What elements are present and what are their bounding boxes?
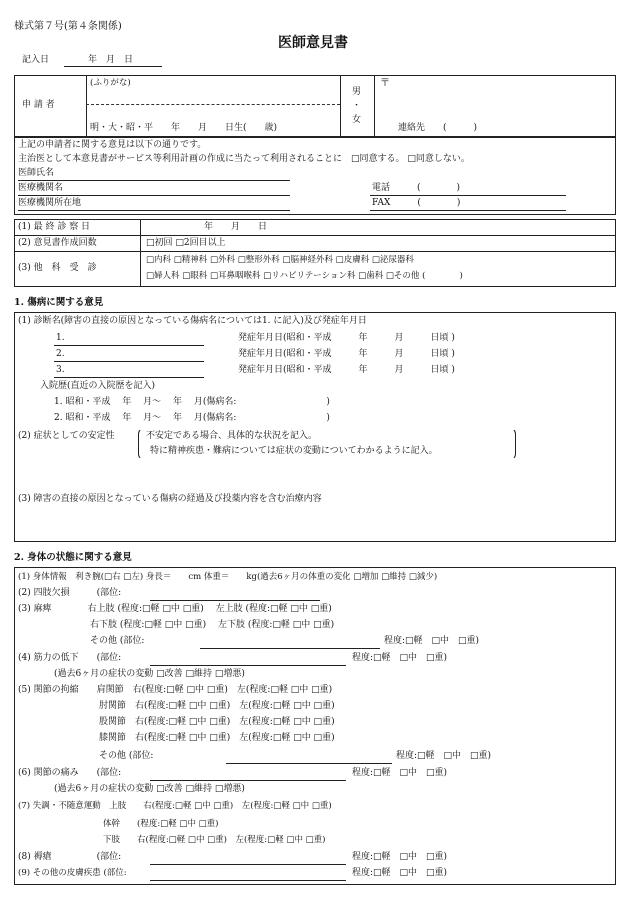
last-exam-label: (1) 最 終 診 察 日: [18, 222, 91, 232]
other-dept-options-2[interactable]: □婦人科 □眼科 □耳鼻咽喉科 □リハビリテーション科 □歯科 □その他 ( ): [146, 271, 463, 281]
entry-date-underline: [64, 66, 162, 67]
admission-label: 入院歴(直近の入院歴を記入): [40, 381, 156, 391]
page-title: 医師意見書: [278, 35, 348, 51]
ataxia-lower[interactable]: 下肢 右(程度:□軽 □中 □重) 左(程度:□軽 □中 □重): [18, 835, 326, 845]
consent-line-2[interactable]: 主治医として本意見書がサービス等利用計画の作成に当たって利用されることに □同意する。 □同意しない。: [18, 154, 470, 164]
paralysis-lower[interactable]: 右下肢 (程度:□軽 □中 □重) 左下肢 (程度:□軽 □中 □重): [18, 620, 335, 630]
tel-label[interactable]: 電話 ( ): [372, 183, 461, 193]
pressure-ulcer[interactable]: (8) 褥瘡 (部位:: [18, 852, 122, 862]
contracture-shoulder[interactable]: (5) 関節の拘縮 肩関節 右(程度:□軽 □中 □重) 左(程度:□軽 □中 □重): [18, 685, 333, 695]
birthdate-line[interactable]: 明・大・昭・平 年 月 日生( 歳): [90, 123, 278, 133]
diagnosis-2-num: 2.: [56, 349, 65, 359]
muscle-weakness[interactable]: (4) 筋力の低下 (部位:: [18, 653, 122, 663]
report-count-options[interactable]: □初回 □2回目以上: [146, 238, 226, 248]
fax-label[interactable]: FAX ( ): [372, 198, 461, 208]
diagnosis-3-num: 3.: [56, 365, 65, 375]
diagnosis-1-num: 1.: [56, 333, 65, 343]
applicant-label: 申 請 者: [22, 100, 55, 110]
other-dept-options-1[interactable]: □内科 □精神科 □外科 □整形外科 □脳神経外科 □皮膚科 □泌尿器科: [146, 255, 414, 265]
furigana-label: (ふりがな): [90, 78, 131, 88]
form-number: 様式第７号(第４条関係): [14, 21, 122, 32]
body-info[interactable]: (1) 身体情報 利き腕(□右 □左) 身長＝ cm 体重＝ kg(過去6ヶ月の体重の変化 □増加 □維持 □減少): [18, 572, 438, 582]
ataxia-upper[interactable]: (7) 失調・不随意運動 上肢 右(程度:□軽 □中 □重) 左(程度:□軽 □中 □重): [18, 801, 332, 811]
diagnosis-2-onset[interactable]: 発症年月日(昭和・平成 年 月 日頃 ): [238, 349, 455, 359]
paralysis-other[interactable]: その他 (部位:: [18, 636, 145, 646]
sex-dot: ・: [352, 101, 362, 111]
stability-question: (2) 症状としての安定性: [18, 431, 115, 441]
section1-heading: 1. 傷病に関する意見: [14, 297, 104, 308]
paralysis-upper[interactable]: (3) 麻痺 右上肢 (程度:□軽 □中 □重) 左上肢 (程度:□軽 □中 □重): [18, 604, 332, 614]
contact-label[interactable]: 連絡先 ( ): [398, 123, 478, 133]
section2-heading: 2. 身体の状態に関する意見: [14, 552, 132, 563]
pressure-ulcer-degree[interactable]: 程度:□軽 □中 □重): [352, 852, 448, 862]
muscle-weakness-degree[interactable]: 程度:□軽 □中 □重): [352, 653, 448, 663]
ataxia-trunk[interactable]: 体幹 (程度:□軽 □中 □重): [18, 819, 219, 829]
admission-2[interactable]: 2. 昭和・平成 年 月～ 年 月(傷病名: ): [54, 413, 330, 423]
contracture-hip[interactable]: 股関節 右(程度:□軽 □中 □重) 左(程度:□軽 □中 □重): [18, 717, 335, 727]
contracture-elbow[interactable]: 肘関節 右(程度:□軽 □中 □重) 左(程度:□軽 □中 □重): [18, 701, 335, 711]
address-label: 医療機関所在地: [18, 198, 82, 208]
last-exam-value[interactable]: 年 月 日: [204, 222, 268, 232]
joint-pain[interactable]: (6) 関節の痛み (部位:: [18, 768, 122, 778]
diagnosis-1-onset[interactable]: 発症年月日(昭和・平成 年 月 日頃 ): [238, 333, 455, 343]
stability-note-1: 不安定である場合、具体的な状況を記入。: [146, 431, 318, 441]
paralysis-other-degree[interactable]: 程度:□軽 □中 □重): [384, 636, 480, 646]
contracture-knee[interactable]: 膝関節 右(程度:□軽 □中 □重) 左(程度:□軽 □中 □重): [18, 733, 335, 743]
report-count-label: (2) 意見書作成回数: [18, 238, 97, 248]
admission-1[interactable]: 1. 昭和・平成 年 月～ 年 月(傷病名: ): [54, 397, 330, 407]
stability-note-2: 特に精神疾患・難病については症状の変動についてわかるように記入。: [150, 446, 438, 456]
doctor-name-label: 医師氏名: [18, 168, 55, 178]
diagnosis-3-onset[interactable]: 発症年月日(昭和・平成 年 月 日頃 ): [238, 365, 455, 375]
joint-pain-degree[interactable]: 程度:□軽 □中 □重): [352, 768, 448, 778]
treatment-question: (3) 障害の直接の原因となっている傷病の経過及び投薬内容を含む治療内容: [18, 494, 322, 504]
consent-line-1: 上記の申請者に関する意見は以下の通りです。: [18, 140, 207, 150]
limb-loss[interactable]: (2) 四肢欠損 (部位:: [18, 588, 122, 598]
joint-pain-change[interactable]: (過去6ヶ月の症状の変動 □改善 □維持 □増悪): [18, 784, 245, 794]
institution-label: 医療機関名: [18, 183, 64, 193]
other-skin-disease-degree[interactable]: 程度:□軽 □中 □重): [352, 868, 448, 878]
contracture-other[interactable]: その他 (部位:: [18, 751, 154, 761]
entry-date-label: 記入日: [22, 55, 50, 65]
other-skin-disease[interactable]: (9) その他の皮膚疾患 (部位:: [18, 868, 127, 878]
section1-box: [14, 312, 616, 542]
sex-female[interactable]: 女: [352, 115, 362, 125]
entry-date-fields[interactable]: 年 月 日: [88, 55, 134, 65]
muscle-weakness-change[interactable]: (過去6ヶ月の症状の変動 □改善 □維持 □増悪): [18, 669, 245, 679]
diagnosis-question: (1) 診断名(障害の直接の原因となっている傷病名については1. に記入)及び発症年月日: [18, 316, 367, 326]
other-dept-label: (3) 他 科 受 診: [18, 263, 97, 273]
contracture-other-degree[interactable]: 程度:□軽 □中 □重): [396, 751, 492, 761]
sex-male[interactable]: 男: [352, 87, 362, 97]
postal-mark: 〒: [380, 78, 390, 89]
